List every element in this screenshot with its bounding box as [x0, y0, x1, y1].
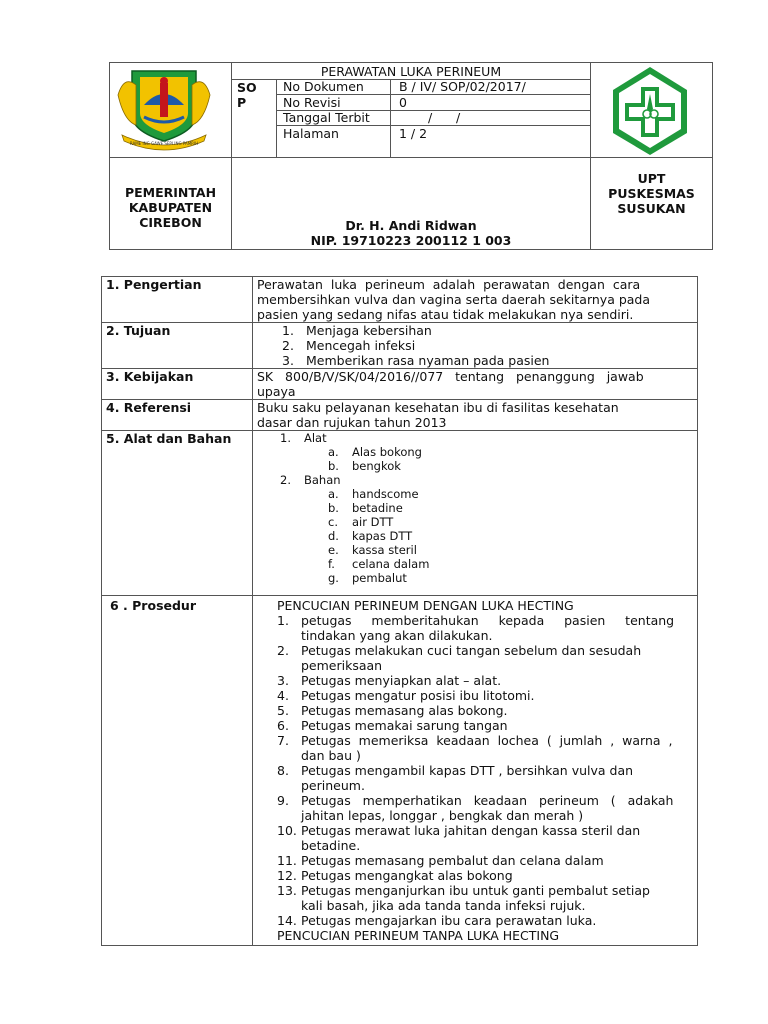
- list-item: d. kapas DTT: [328, 529, 413, 543]
- list-item: 1. Menjaga kebersihan: [282, 323, 432, 338]
- list-item: 4. Petugas mengatur posisi ibu litotomi.: [277, 688, 535, 703]
- text-kebijakan: SK 800/B/V/SK/04/2016//077 tentang penanggung jawab upaya: [257, 369, 644, 399]
- list-item: b. bengkok: [328, 459, 401, 473]
- list-item: 3. Memberikan rasa nyaman pada pasien: [282, 353, 550, 368]
- list-item: e. kassa steril: [328, 543, 417, 557]
- text-referensi: Buku saku pelayanan kesehatan ibu di fasilitas kesehatan dasar dan rujukan tahun 2013: [257, 400, 619, 430]
- label-kebijakan: 3. Kebijakan: [106, 369, 194, 384]
- list-prosedur: [277, 598, 690, 943]
- prosedur-footer-heading: PENCUCIAN PERINEUM TANPA LUKA HECTING: [277, 928, 560, 943]
- label-pengertian: 1. Pengertian: [106, 277, 202, 292]
- left-organization: PEMERINTAH KABUPATEN CIREBON: [124, 185, 217, 230]
- label-referensi: 4. Referensi: [106, 400, 192, 415]
- list-item: 11. Petugas memasang pembalut dan celana dalam: [277, 853, 604, 868]
- label-tujuan: 2. Tujuan: [106, 323, 171, 338]
- list-item: g. pembalut: [328, 571, 407, 585]
- list-item: a. Alas bokong: [328, 445, 422, 459]
- label-alat-bahan: 5. Alat dan Bahan: [106, 431, 232, 446]
- sop-header: [109, 62, 713, 250]
- list-alat-bahan: [280, 431, 680, 585]
- field-value-no-dokumen: B / IV/ SOP/02/2017/: [399, 79, 526, 94]
- field-label-no-revisi: No Revisi: [283, 95, 341, 110]
- list-item: 8. Petugas mengambil kapas DTT , bersihkan vulva dan perineum.: [277, 763, 634, 793]
- list-item: b. betadine: [328, 501, 403, 515]
- logo-motto: RAME ING GAWE SEPI ING PAMRIH: [129, 141, 199, 146]
- field-value-no-revisi: 0: [399, 95, 407, 110]
- puskesmas-logo: [610, 65, 690, 155]
- list-item: 10. Petugas merawat luka jahitan dengan kassa steril dan betadine.: [277, 823, 641, 853]
- list-item: 2. Petugas melakukan cuci tangan sebelum dan sesudah pemeriksaan: [277, 643, 642, 673]
- signer-nip: NIP. 19710223 200112 1 003: [310, 233, 512, 248]
- field-label-halaman: Halaman: [283, 126, 339, 141]
- sop-label: SO P: [237, 80, 257, 110]
- document-title: PERAWATAN LUKA PERINEUM: [320, 64, 502, 79]
- list-item: a. handscome: [328, 487, 419, 501]
- list-item: 13. Petugas menganjurkan ibu untuk ganti pembalut setiap kali basah, jika ada tanda tanda infeksi rujuk.: [277, 883, 650, 913]
- list-item: f. celana dalam: [328, 557, 430, 571]
- list-item: 5. Petugas memasang alas bokong.: [277, 703, 508, 718]
- field-label-no-dokumen: No Dokumen: [283, 79, 364, 94]
- label-prosedur: 6 . Prosedur: [110, 598, 196, 613]
- field-value-tanggal-terbit: / /: [428, 110, 461, 125]
- text-pengertian: Perawatan luka perineum adalah perawatan dengan cara membersihkan vulva dan vagina serta daerah sekitarnya pada pasien yang sedang nifas atau tidak melakukan nya sendiri.: [257, 277, 651, 322]
- list-item: 1. petugas memberitahukan kepada pasien tentang tindakan yang akan dilakukan.: [277, 613, 675, 643]
- kabupaten-cirebon-logo: [114, 65, 214, 151]
- field-value-halaman: 1 / 2: [399, 126, 428, 141]
- list-item: 2. Mencegah infeksi: [282, 338, 416, 353]
- list-item: 6. Petugas memakai sarung tangan: [277, 718, 508, 733]
- list-item: 7. Petugas memeriksa keadaan lochea ( jumlah , warna , dan bau ): [277, 733, 673, 763]
- list-item: 2. Bahan: [280, 473, 341, 487]
- list-tujuan: [282, 323, 682, 368]
- prosedur-heading: PENCUCIAN PERINEUM DENGAN LUKA HECTING: [277, 598, 574, 613]
- right-organization: UPT PUSKESMAS SUSUKAN: [608, 171, 695, 216]
- list-item: 9. Petugas memperhatikan keadaan perineum ( adakah jahitan lepas, longgar , bengkak dan merah ): [277, 793, 674, 823]
- signer-name: Dr. H. Andi Ridwan: [345, 218, 477, 233]
- list-item: 3. Petugas menyiapkan alat – alat.: [277, 673, 502, 688]
- field-label-tanggal-terbit: Tanggal Terbit: [283, 110, 370, 125]
- signer-block: [232, 218, 590, 248]
- list-item: 1. Alat: [280, 431, 327, 445]
- sop-content-table: [101, 276, 698, 946]
- list-item: 12. Petugas mengangkat alas bokong: [277, 868, 513, 883]
- list-item: 14. Petugas mengajarkan ibu cara perawatan luka.: [277, 913, 597, 928]
- list-item: c. air DTT: [328, 515, 394, 529]
